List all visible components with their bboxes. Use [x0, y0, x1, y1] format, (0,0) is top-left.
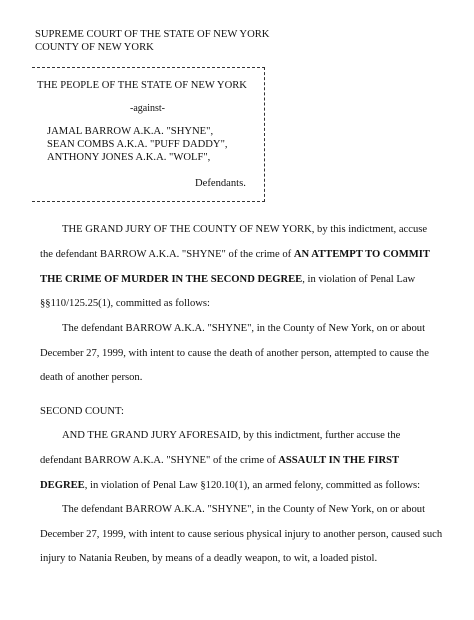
- count1-para2-line: death of another person.: [40, 372, 143, 383]
- count1-crime: AN ATTEMPT TO COMMIT: [293, 249, 430, 260]
- count2-para1-line: AND THE GRAND JURY AFORESAID, by this indictment, further accuse the: [62, 430, 401, 441]
- plaintiff-name: THE PEOPLE OF THE STATE OF NEW YORK: [37, 80, 247, 91]
- count1-para2-line: The defendant BARROW A.K.A. "SHYNE", in the County of New York, on or about: [62, 323, 426, 334]
- count2-crime: ASSAULT IN THE FIRST: [278, 455, 400, 466]
- case-caption-box: [32, 67, 265, 202]
- count2-text: , in violation of Penal Law §120.10(1), an armed felony, committed as follows:: [84, 480, 421, 491]
- count2-para1-line: [40, 480, 420, 491]
- count1-para2-line: December 27, 1999, with intent to cause the death of another person, attempted to cause the: [40, 348, 429, 359]
- count2-para1-line: [40, 455, 399, 466]
- count2-text: defendant BARROW A.K.A. "SHYNE" of the crime of: [40, 455, 279, 466]
- against-label: -against-: [130, 103, 165, 114]
- count1-text: , in violation of Penal Law: [302, 274, 416, 285]
- count1-para1-line: [40, 274, 415, 285]
- count2-para2-line: December 27, 1999, with intent to cause serious physical injury to another person, caused such: [40, 529, 443, 540]
- defendant-name: JAMAL BARROW A.K.A. "SHYNE",: [47, 126, 214, 137]
- court-county: COUNTY OF NEW YORK: [35, 42, 154, 53]
- defendant-name: SEAN COMBS A.K.A. "PUFF DADDY",: [47, 139, 228, 150]
- count2-crime: DEGREE: [40, 480, 85, 491]
- second-count-heading: SECOND COUNT:: [40, 406, 124, 417]
- count2-para2-line: The defendant BARROW A.K.A. "SHYNE", in the County of New York, on or about: [62, 504, 426, 515]
- count1-crime: THE CRIME OF MURDER IN THE SECOND DEGREE: [40, 274, 303, 285]
- court-name: SUPREME COURT OF THE STATE OF NEW YORK: [35, 29, 270, 40]
- count1-text: the defendant BARROW A.K.A. "SHYNE" of the crime of: [40, 249, 294, 260]
- count1-para1-line: THE GRAND JURY OF THE COUNTY OF NEW YORK, by this indictment, accuse: [62, 224, 428, 235]
- count2-para2-line: injury to Natania Reuben, by means of a deadly weapon, to wit, a loaded pistol.: [40, 553, 378, 564]
- defendant-name: ANTHONY JONES A.K.A. "WOLF",: [47, 152, 211, 163]
- count1-para1-line: [40, 249, 430, 260]
- defendants-label: Defendants.: [195, 178, 246, 189]
- count1-para1-line: §§110/125.25(1), committed as follows:: [40, 298, 210, 309]
